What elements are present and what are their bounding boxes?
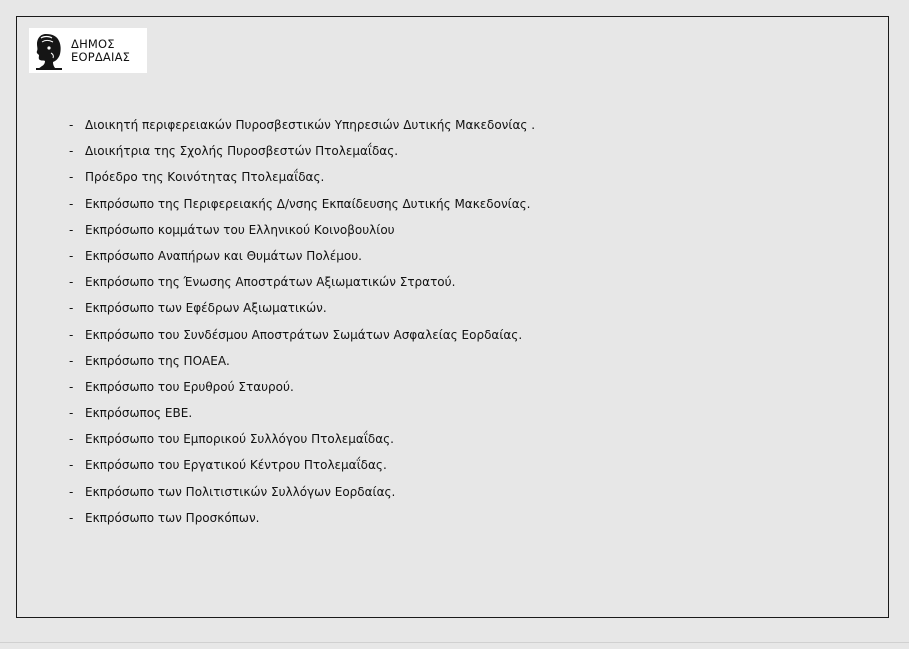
bullet-dash: -: [69, 301, 74, 316]
bullet-dash: -: [69, 275, 74, 290]
bullet-dash: -: [69, 406, 74, 421]
list-item-text: Εκπρόσωπο της Περιφερειακής Δ/νσης Εκπαίδευσης Δυτικής Μακεδονίας.: [85, 196, 531, 211]
list-item-text: Εκπρόσωπο του Ερυθρού Σταυρού.: [85, 379, 294, 394]
list-item-text: Εκπρόσωπο του Εμπορικού Συλλόγου Πτολεμαΐδας.: [85, 432, 394, 447]
list-item: [69, 144, 535, 170]
bullet-dash: -: [69, 248, 74, 263]
logo-line-2: ΕΟΡΔΑΙΑΣ: [71, 49, 131, 64]
logo-line-1: ΔΗΜΟΣ: [71, 36, 115, 51]
list-item-text: Εκπρόσωπο των Πολιτιστικών Συλλόγων Εορδαίας.: [85, 484, 396, 499]
bullet-dash: -: [69, 510, 74, 525]
list-item: [69, 485, 535, 511]
bullet-dash: -: [69, 118, 74, 132]
list-item: [69, 354, 535, 380]
list-item-text: Εκπρόσωπο του Εργατικού Κέντρου Πτολεμαΐδας.: [85, 458, 387, 473]
bust-head-icon: [32, 31, 66, 71]
bullet-dash: -: [69, 327, 74, 342]
list-item-text: Εκπρόσωπο των Προσκόπων.: [85, 510, 260, 525]
document-page: [16, 16, 889, 618]
list-item-text: Πρόεδρο της Κοινότητας Πτολεμαΐδας.: [85, 170, 325, 185]
list-item-text: Εκπρόσωπο των Εφέδρων Αξιωματικών.: [85, 301, 327, 316]
list-item: [69, 197, 535, 223]
list-item: [69, 249, 535, 275]
list-item: [69, 380, 535, 406]
bullet-dash: -: [69, 484, 74, 499]
bullet-dash: -: [69, 222, 74, 237]
list-item: [69, 301, 535, 327]
list-item: [69, 118, 535, 144]
list-item-text: Εκπρόσωπος ΕΒΕ.: [85, 406, 193, 421]
list-item: [69, 328, 535, 354]
list-item: [69, 275, 535, 301]
bullet-dash: -: [69, 458, 74, 473]
list-item: [69, 223, 535, 249]
list-item: [69, 458, 535, 484]
list-item: [69, 170, 535, 196]
list-item-text: Εκπρόσωπο Αναπήρων και Θυμάτων Πολέμου.: [85, 248, 362, 263]
list-item-text: Διοικήτρια της Σχολής Πυροσβεστών Πτολεμαΐδας.: [85, 144, 399, 159]
list-item-text: Εκπρόσωπο της ΠΟΑΕΑ.: [85, 353, 230, 368]
bullet-dash: -: [69, 379, 74, 394]
bullet-dash: -: [69, 170, 74, 185]
bullet-dash: -: [69, 353, 74, 368]
bullet-dash: -: [69, 432, 74, 447]
list-item-text: Εκπρόσωπο κομμάτων του Ελληνικού Κοινοβουλίου: [85, 222, 395, 237]
bullet-dash: -: [69, 196, 74, 211]
list-item-text: Διοικητή περιφερειακών Πυροσβεστικών Υπηρεσιών Δυτικής Μακεδονίας .: [85, 118, 536, 132]
participants-list: [69, 118, 535, 537]
list-item: [69, 406, 535, 432]
list-item-text: Εκπρόσωπο του Συνδέσμου Αποστράτων Σωμάτων Ασφαλείας Εορδαίας.: [85, 327, 523, 342]
municipality-logo: [29, 28, 147, 73]
window-bottom-divider: [0, 642, 909, 643]
list-item: [69, 511, 535, 537]
bullet-dash: -: [69, 144, 74, 159]
list-item: [69, 432, 535, 458]
list-item-text: Εκπρόσωπο της Ένωσης Αποστράτων Αξιωματικών Στρατού.: [85, 275, 456, 290]
